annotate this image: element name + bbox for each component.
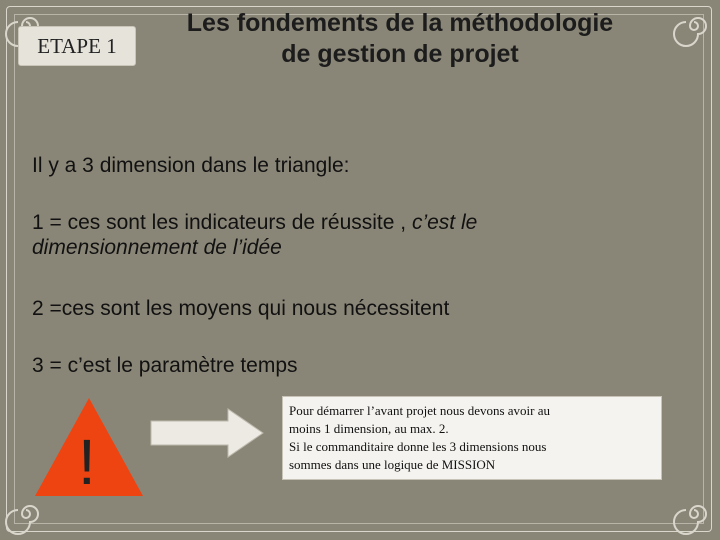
note-line: Si le commanditaire donne les 3 dimensions nous bbox=[289, 439, 547, 454]
point-1-text: 1 = ces sont les indicateurs de réussite , bbox=[32, 211, 412, 234]
slide-title bbox=[150, 8, 650, 70]
note-line: Pour démarrer l’avant projet nous devons avoir au bbox=[289, 403, 551, 418]
step-label: ETAPE 1 bbox=[18, 26, 136, 66]
corner-swirl-icon bbox=[672, 492, 716, 536]
point-1-italic: c’est le bbox=[411, 211, 478, 234]
warning-exclamation: ! bbox=[78, 426, 96, 498]
point-1-italic-line2: dimensionnement de l’idée bbox=[32, 236, 282, 259]
corner-swirl-icon bbox=[4, 492, 48, 536]
point-2: 2 =ces sont les moyens qui nous nécessitent bbox=[32, 297, 450, 320]
note-line: sommes dans une logique de MISSION bbox=[289, 457, 496, 472]
note-line: moins 1 dimension, au max. 2. bbox=[289, 421, 449, 436]
point-1 bbox=[32, 210, 477, 260]
right-arrow-icon bbox=[150, 408, 264, 458]
slide-title-line: de gestion de projet bbox=[281, 40, 519, 68]
point-3: 3 = c’est le paramètre temps bbox=[32, 354, 298, 377]
intro-text: Il y a 3 dimension dans le triangle: bbox=[32, 154, 350, 177]
warning-triangle-icon bbox=[33, 396, 145, 498]
slide-title-line: Les fondements de la méthodologie bbox=[186, 9, 614, 37]
corner-swirl-icon bbox=[672, 4, 716, 48]
info-note-box bbox=[282, 396, 662, 480]
